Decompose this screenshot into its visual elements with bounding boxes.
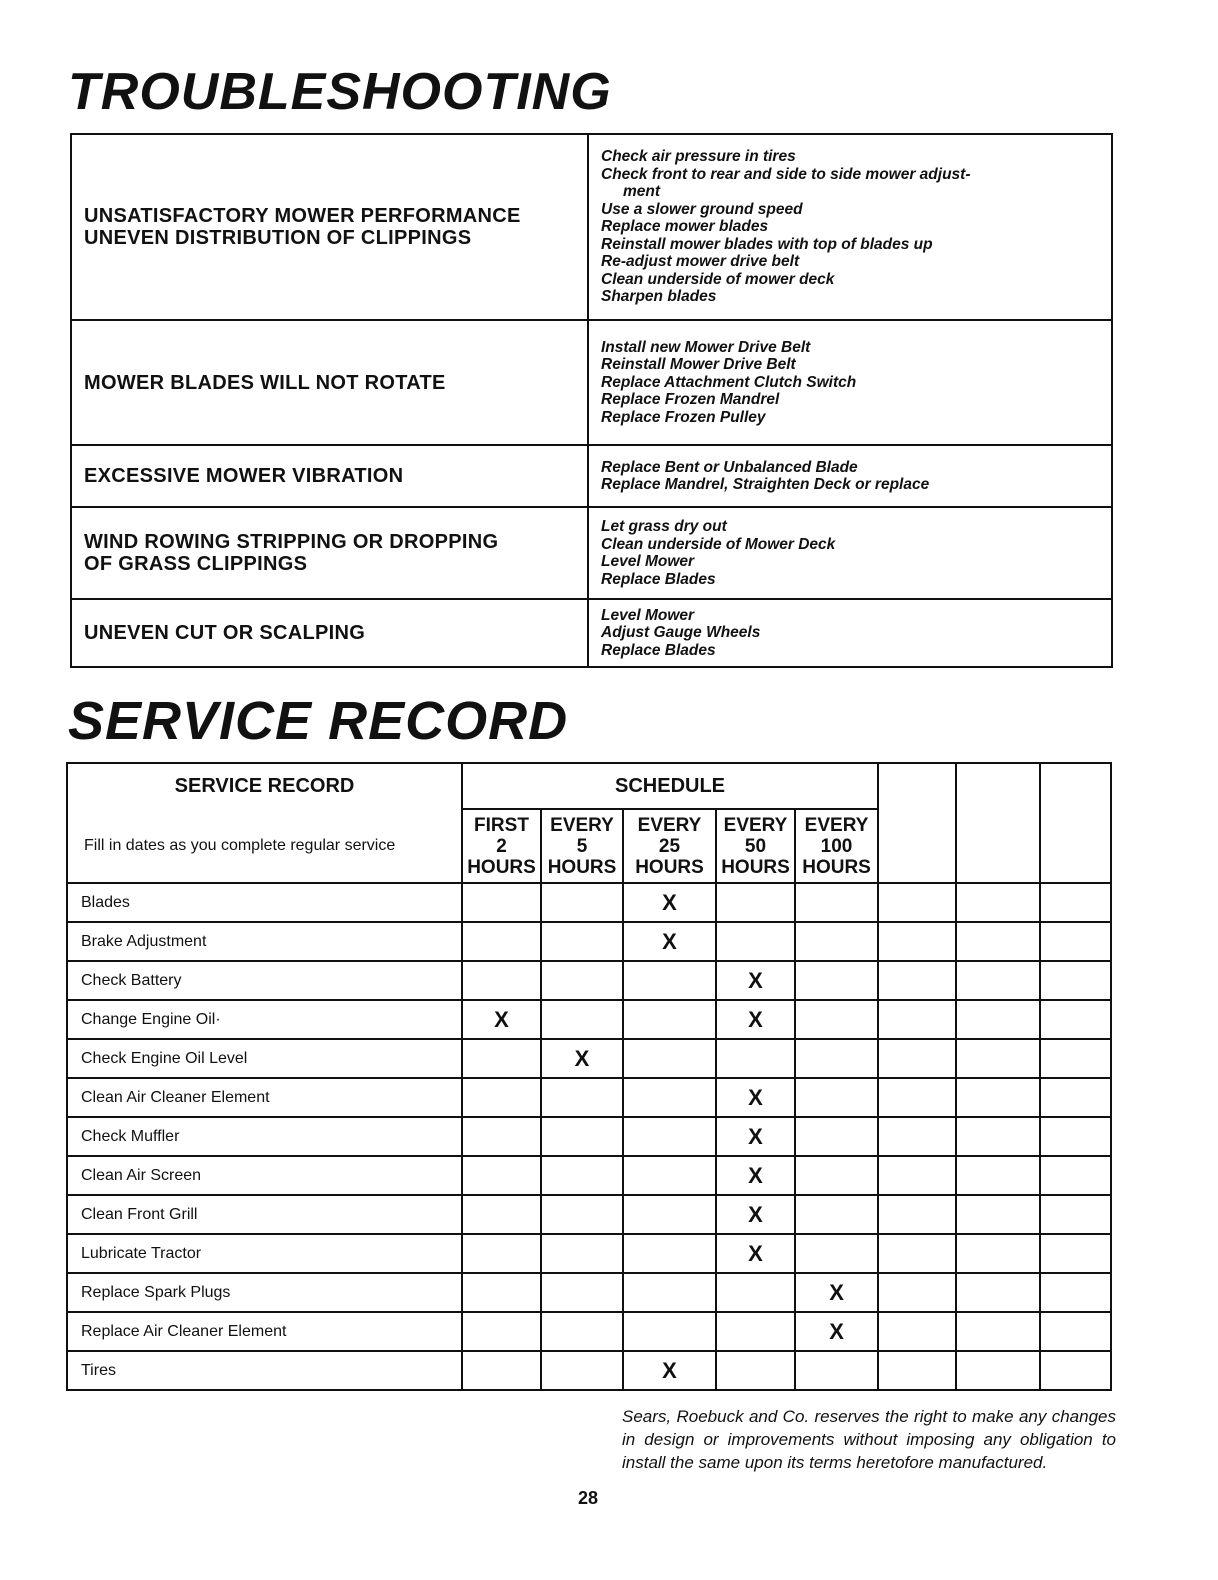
remedy-text: Clean underside of mower deck <box>601 270 835 288</box>
problem-text: EXCESSIVE MOWER VIBRATION <box>84 465 404 487</box>
service-item-row <box>67 1312 1111 1351</box>
service-item-row <box>67 1195 1111 1234</box>
troubleshooting-row <box>71 599 1112 667</box>
date-entry-cell <box>878 961 956 1000</box>
date-column-cell <box>1040 763 1111 883</box>
schedule-column-label: HOURS <box>547 856 617 878</box>
date-entry-cell <box>878 1312 956 1351</box>
schedule-cell <box>795 1195 878 1234</box>
troubleshooting-row <box>71 134 1112 320</box>
schedule-mark: X <box>623 1351 716 1390</box>
schedule-mark: X <box>716 961 795 1000</box>
remedy-text: Replace Mandrel, Straighten Deck or replace <box>601 476 930 493</box>
schedule-cell <box>795 1234 878 1273</box>
remedy-text: Replace Attachment Clutch Switch <box>601 373 857 391</box>
schedule-cell <box>716 1039 795 1078</box>
remedy-text: Check front to rear and side to side mower adjust- <box>601 165 971 183</box>
schedule-column-label: HOURS <box>721 856 790 878</box>
date-entry-cell <box>878 1000 956 1039</box>
date-entry-cell <box>1040 1195 1111 1234</box>
service-item-row <box>67 922 1111 961</box>
date-entry-cell <box>956 1000 1040 1039</box>
schedule-cell <box>795 883 878 922</box>
service-item-row <box>67 1039 1111 1078</box>
schedule-column-label: 2 <box>496 835 507 857</box>
remedy-text: Replace Blades <box>601 641 716 659</box>
problem-text: UNEVEN DISTRIBUTION OF CLIPPINGS <box>84 227 472 249</box>
service-item-row <box>67 1078 1111 1117</box>
schedule-column-label: 5 <box>576 835 588 857</box>
service-item-name: Change Engine Oil· <box>67 1000 462 1039</box>
remedy-text: Level Mower <box>601 606 695 624</box>
schedule-column-header <box>541 809 623 883</box>
date-entry-cell <box>956 1156 1040 1195</box>
schedule-cell <box>541 1156 623 1195</box>
remedy-text: ment <box>623 183 661 201</box>
schedule-cell <box>541 1351 623 1390</box>
schedule-mark: X <box>716 1000 795 1039</box>
schedule-cell <box>541 1195 623 1234</box>
schedule-cell <box>623 1117 716 1156</box>
schedule-column-label: EVERY <box>550 814 614 836</box>
schedule-cell <box>541 1117 623 1156</box>
schedule-cell <box>541 1000 623 1039</box>
date-entry-cell <box>956 961 1040 1000</box>
problem-text: OF GRASS CLIPPINGS <box>84 553 308 575</box>
date-entry-cell <box>1040 1078 1111 1117</box>
schedule-column-label: FIRST <box>474 814 529 836</box>
problem-text: MOWER BLADES WILL NOT ROTATE <box>84 371 446 394</box>
date-entry-cell <box>878 1156 956 1195</box>
schedule-column-label: HOURS <box>635 856 704 878</box>
schedule-mark: X <box>541 1039 623 1078</box>
service-item-name: Clean Air Screen <box>67 1156 462 1195</box>
service-item-name: Tires <box>67 1351 462 1390</box>
schedule-cell <box>795 1039 878 1078</box>
schedule-cell <box>541 922 623 961</box>
date-entry-cell <box>1040 1039 1111 1078</box>
schedule-cell <box>541 1312 623 1351</box>
service-item-name: Check Engine Oil Level <box>67 1039 462 1078</box>
remedy-text: Replace Bent or Unbalanced Blade <box>601 458 858 476</box>
date-entry-cell <box>878 1039 956 1078</box>
service-item-name: Lubricate Tractor <box>67 1234 462 1273</box>
schedule-cell <box>716 883 795 922</box>
schedule-cell <box>795 1117 878 1156</box>
date-entry-cell <box>1040 1273 1111 1312</box>
date-entry-cell <box>1040 1156 1111 1195</box>
schedule-cell <box>623 1078 716 1117</box>
remedy-cell <box>588 320 1112 445</box>
date-entry-cell <box>956 1078 1040 1117</box>
schedule-cell <box>716 1351 795 1390</box>
service-item-name: Clean Front Grill <box>67 1195 462 1234</box>
schedule-cell <box>541 961 623 1000</box>
remedy-text: Reinstall Mower Drive Belt <box>601 356 796 374</box>
schedule-mark: X <box>716 1195 795 1234</box>
remedy-text: Adjust Gauge Wheels <box>601 624 761 642</box>
service-item-name: Clean Air Cleaner Element <box>67 1078 462 1117</box>
remedy-text: Level Mower <box>601 553 695 570</box>
remedy-cell <box>588 134 1112 320</box>
remedy-text: Replace mower blades <box>601 218 769 236</box>
date-entry-cell <box>878 922 956 961</box>
problem-cell <box>71 599 588 667</box>
schedule-cell <box>541 1273 623 1312</box>
troubleshooting-row <box>71 445 1112 507</box>
schedule-cell <box>462 1351 541 1390</box>
remedy-cell <box>588 599 1112 667</box>
remedy-text: Use a slower ground speed <box>601 200 803 218</box>
date-entry-cell <box>1040 961 1111 1000</box>
schedule-cell <box>795 922 878 961</box>
remedy-text: Replace Frozen Mandrel <box>601 391 780 409</box>
schedule-cell <box>623 1273 716 1312</box>
schedule-cell <box>623 1234 716 1273</box>
schedule-mark: X <box>716 1156 795 1195</box>
problem-cell <box>71 445 588 507</box>
disclaimer-text: Sears, Roebuck and Co. reserves the right to make any changes in design or improvements without imposing any obligation to install the same upon its terms heretofore manufactured. <box>622 1407 1116 1472</box>
date-entry-cell <box>956 1351 1040 1390</box>
date-entry-cell <box>1040 1000 1111 1039</box>
problem-text: UNSATISFACTORY MOWER PERFORMANCE <box>84 205 521 227</box>
page-number: 28 <box>578 1488 599 1508</box>
remedy-text: Replace Frozen Pulley <box>601 408 766 426</box>
schedule-cell <box>462 1234 541 1273</box>
schedule-cell <box>623 1195 716 1234</box>
schedule-cell <box>716 922 795 961</box>
schedule-cell <box>623 1000 716 1039</box>
schedule-cell <box>716 1312 795 1351</box>
schedule-mark: X <box>623 922 716 961</box>
remedy-text: Install new Mower Drive Belt <box>601 338 811 356</box>
remedy-text: Sharpen blades <box>601 288 717 306</box>
remedy-text: Let grass dry out <box>601 518 727 535</box>
schedule-cell <box>462 922 541 961</box>
remedy-text: Reinstall mower blades with top of blades up <box>601 235 933 253</box>
service-item-row <box>67 1351 1111 1390</box>
schedule-column-label: 25 <box>658 835 681 857</box>
service-item-name: Brake Adjustment <box>67 922 462 961</box>
schedule-cell <box>462 1312 541 1351</box>
schedule-column-label: 100 <box>820 835 853 857</box>
date-entry-cell <box>1040 1351 1111 1390</box>
schedule-column-header <box>716 809 795 883</box>
service-item-name: Replace Air Cleaner Element <box>67 1312 462 1351</box>
date-entry-cell <box>878 1117 956 1156</box>
remedy-text: Re-adjust mower drive belt <box>601 253 800 271</box>
schedule-cell <box>795 1351 878 1390</box>
schedule-mark: X <box>716 1234 795 1273</box>
date-entry-cell <box>956 883 1040 922</box>
date-entry-cell <box>878 1351 956 1390</box>
date-entry-cell <box>878 1234 956 1273</box>
troubleshooting-table <box>70 133 1113 668</box>
troubleshooting-title: TROUBLESHOOTING <box>68 63 612 121</box>
schedule-cell <box>462 961 541 1000</box>
date-entry-cell <box>878 883 956 922</box>
remedy-text: Check air pressure in tires <box>601 148 796 166</box>
schedule-cell <box>541 1234 623 1273</box>
schedule-cell <box>541 883 623 922</box>
service-item-name: Blades <box>67 883 462 922</box>
schedule-cell <box>462 1195 541 1234</box>
schedule-cell <box>462 1117 541 1156</box>
schedule-column-header <box>623 809 716 883</box>
schedule-cell <box>623 1039 716 1078</box>
date-entry-cell <box>956 1195 1040 1234</box>
problem-cell <box>71 507 588 599</box>
service-record-title: SERVICE RECORD <box>68 691 569 751</box>
problem-text: UNEVEN CUT OR SCALPING <box>84 622 366 644</box>
schedule-mark: X <box>795 1312 878 1351</box>
date-entry-cell <box>1040 1117 1111 1156</box>
service-item-row <box>67 1117 1111 1156</box>
schedule-cell <box>623 1156 716 1195</box>
service-item-row <box>67 1000 1111 1039</box>
schedule-column-label: HOURS <box>802 856 871 878</box>
date-entry-cell <box>1040 883 1111 922</box>
schedule-cell <box>462 1039 541 1078</box>
date-entry-cell <box>956 922 1040 961</box>
date-entry-cell <box>878 1078 956 1117</box>
remedy-cell <box>588 507 1112 599</box>
schedule-cell <box>795 1000 878 1039</box>
schedule-column-label: HOURS <box>467 856 536 878</box>
schedule-cell <box>795 1156 878 1195</box>
schedule-cell <box>623 961 716 1000</box>
schedule-column-label: EVERY <box>637 814 702 836</box>
date-entry-cell <box>1040 1234 1111 1273</box>
schedule-cell <box>462 883 541 922</box>
schedule-mark: X <box>716 1117 795 1156</box>
schedule-mark: X <box>716 1078 795 1117</box>
schedule-cell <box>541 1078 623 1117</box>
remedy-cell <box>588 445 1112 507</box>
problem-text: WIND ROWING STRIPPING OR DROPPING <box>84 531 499 553</box>
schedule-cell <box>795 1078 878 1117</box>
schedule-cell <box>462 1273 541 1312</box>
schedule-cell <box>623 1312 716 1351</box>
date-entry-cell <box>1040 922 1111 961</box>
schedule-cell <box>795 961 878 1000</box>
schedule-cell <box>716 1273 795 1312</box>
troubleshooting-row <box>71 320 1112 445</box>
date-entry-cell <box>878 1195 956 1234</box>
schedule-header: SCHEDULE <box>462 763 878 809</box>
service-item-name: Replace Spark Plugs <box>67 1273 462 1312</box>
date-entry-cell <box>878 1273 956 1312</box>
date-entry-cell <box>956 1273 1040 1312</box>
service-record-header: SERVICE RECORD <box>67 763 462 809</box>
remedy-text: Replace Blades <box>601 570 716 588</box>
schedule-cell <box>462 1078 541 1117</box>
date-column-cell <box>956 763 1040 883</box>
service-item-row <box>67 1234 1111 1273</box>
date-entry-cell <box>1040 1312 1111 1351</box>
remedy-text: Clean underside of Mower Deck <box>601 535 836 553</box>
schedule-column-header <box>795 809 878 883</box>
schedule-mark: X <box>462 1000 541 1039</box>
service-record-instructions: Fill in dates as you complete regular service <box>67 809 462 883</box>
service-item-row <box>67 1156 1111 1195</box>
date-entry-cell <box>956 1039 1040 1078</box>
date-entry-cell <box>956 1117 1040 1156</box>
problem-cell <box>71 134 588 320</box>
schedule-column-label: EVERY <box>723 814 788 836</box>
service-item-name: Check Battery <box>67 961 462 1000</box>
service-item-row <box>67 1273 1111 1312</box>
schedule-cell <box>462 1156 541 1195</box>
schedule-column-header <box>462 809 541 883</box>
problem-cell <box>71 320 588 445</box>
schedule-column-label: 50 <box>744 835 767 857</box>
schedule-column-label: EVERY <box>804 814 869 836</box>
date-entry-cell <box>956 1234 1040 1273</box>
service-item-row <box>67 961 1111 1000</box>
date-entry-cell <box>956 1312 1040 1351</box>
service-item-name: Check Muffler <box>67 1117 462 1156</box>
schedule-mark: X <box>795 1273 878 1312</box>
troubleshooting-row <box>71 507 1112 599</box>
date-column-cell <box>878 763 956 883</box>
schedule-mark: X <box>623 883 716 922</box>
service-item-row <box>67 883 1111 922</box>
service-record-table <box>66 762 1112 1391</box>
